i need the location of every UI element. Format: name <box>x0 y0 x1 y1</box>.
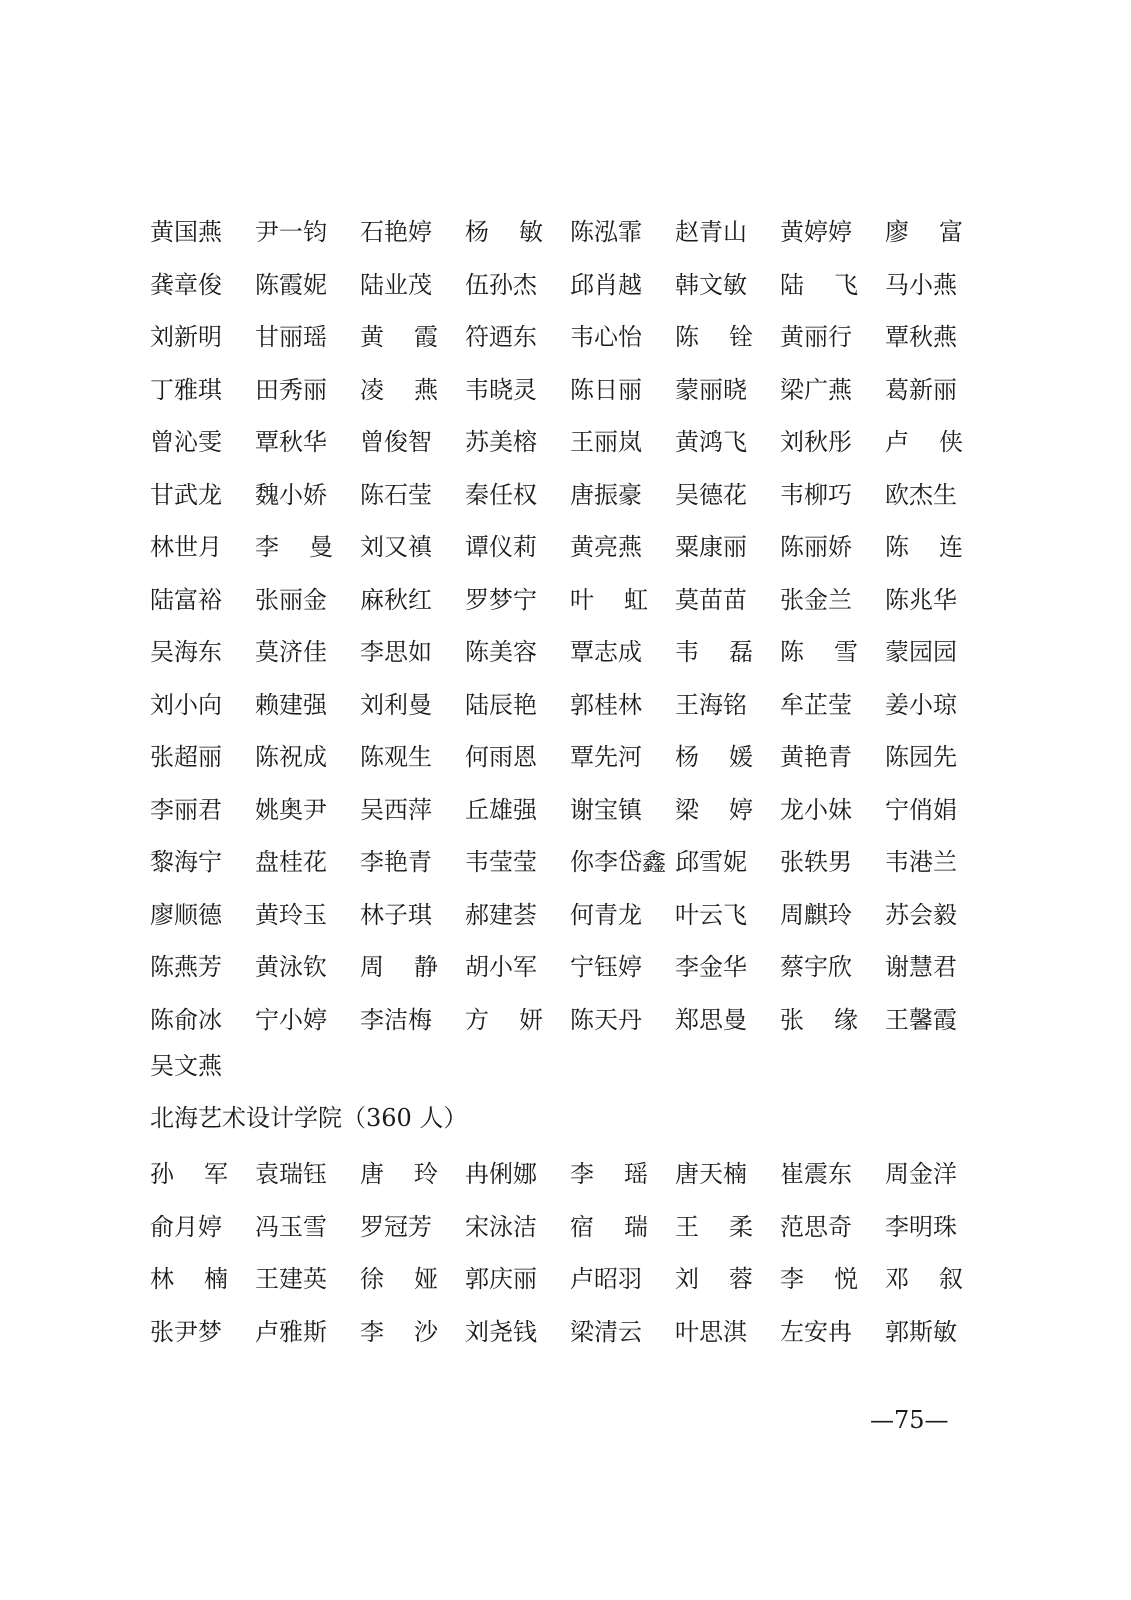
person-name: 卢雅斯 <box>255 1317 327 1346</box>
person-name: 左安冉 <box>780 1317 852 1346</box>
person-name: 郝建荟 <box>465 900 537 929</box>
person-name: 陈日丽 <box>570 375 642 404</box>
person-name: 何雨恩 <box>465 743 537 772</box>
person-name: 唐振豪 <box>570 480 642 509</box>
name-row <box>150 574 990 627</box>
person-name: 覃秋华 <box>255 428 327 457</box>
person-name: 刘尧钱 <box>465 1317 537 1346</box>
person-name: 张超丽 <box>150 743 222 772</box>
person-name: 你李岱鑫 <box>570 848 666 877</box>
person-name: 魏小娇 <box>255 480 327 509</box>
person-name: 刘新明 <box>150 323 222 352</box>
person-name: 周 静 <box>360 953 438 982</box>
person-name: 黄泳钦 <box>255 953 327 982</box>
person-name: 尹一钧 <box>255 218 327 247</box>
person-name: 陆 飞 <box>780 270 858 299</box>
person-name: 陈霞妮 <box>255 270 327 299</box>
person-name: 崔震东 <box>780 1160 852 1189</box>
name-list-block-1 <box>150 206 990 1046</box>
name-row <box>150 206 990 259</box>
person-name: 曾沁雯 <box>150 428 222 457</box>
person-name: 冉俐娜 <box>465 1160 537 1189</box>
person-name: 杨 敏 <box>465 218 543 247</box>
person-name: 郭庆丽 <box>465 1265 537 1294</box>
person-name: 王 柔 <box>675 1212 753 1241</box>
person-name: 林 楠 <box>150 1265 228 1294</box>
person-name: 韦心怡 <box>570 323 642 352</box>
person-name: 廖顺德 <box>150 900 222 929</box>
person-name: 邱雪妮 <box>675 848 747 877</box>
person-name: 徐 娅 <box>360 1265 438 1294</box>
person-name: 陈兆华 <box>885 585 957 614</box>
person-name: 叶云飞 <box>675 900 747 929</box>
person-name: 王馨霞 <box>885 1005 957 1034</box>
name-row <box>150 836 990 889</box>
person-name: 覃志成 <box>570 638 642 667</box>
person-name: 陈俞冰 <box>150 1005 222 1034</box>
person-name: 姚奥尹 <box>255 795 327 824</box>
person-name: 唐 玲 <box>360 1160 438 1189</box>
person-name: 张金兰 <box>780 585 852 614</box>
page-number: —75— <box>870 1406 949 1434</box>
person-name: 陈 连 <box>885 533 963 562</box>
person-name: 蒙园园 <box>885 638 957 667</box>
person-name: 李洁梅 <box>360 1005 432 1034</box>
person-name: 谢宝镇 <box>570 795 642 824</box>
person-name: 黎海宁 <box>150 848 222 877</box>
person-name: 陈石莹 <box>360 480 432 509</box>
person-name: 韦莹莹 <box>465 848 537 877</box>
person-name: 陈美容 <box>465 638 537 667</box>
person-name: 梁 婷 <box>675 795 753 824</box>
person-name: 陈天丹 <box>570 1005 642 1034</box>
person-name: 陈祝成 <box>255 743 327 772</box>
person-name: 周金洋 <box>885 1160 957 1189</box>
person-name: 莫济佳 <box>255 638 327 667</box>
person-name: 梁清云 <box>570 1317 642 1346</box>
person-name: 李艳青 <box>360 848 432 877</box>
person-name: 罗冠芳 <box>360 1212 432 1241</box>
person-name: 陈 铨 <box>675 323 753 352</box>
name-row <box>150 1253 990 1306</box>
person-name: 盘桂花 <box>255 848 327 877</box>
person-name: 陈 雪 <box>780 638 858 667</box>
person-name: 卢昭羽 <box>570 1265 642 1294</box>
name-row <box>150 1148 990 1201</box>
person-name: 宁俏娟 <box>885 795 957 824</box>
person-name: 宋泳洁 <box>465 1212 537 1241</box>
person-name: 黄婷婷 <box>780 218 852 247</box>
person-name: 刘秋彤 <box>780 428 852 457</box>
person-name: 韩文敏 <box>675 270 747 299</box>
person-name: 牟芷莹 <box>780 690 852 719</box>
person-name: 覃先河 <box>570 743 642 772</box>
person-name: 龚章俊 <box>150 270 222 299</box>
person-name: 麻秋红 <box>360 585 432 614</box>
person-name: 粟康丽 <box>675 533 747 562</box>
person-name: 陆富裕 <box>150 585 222 614</box>
name-row <box>150 679 990 732</box>
name-row <box>150 941 990 994</box>
name-row <box>150 731 990 784</box>
person-name: 王丽岚 <box>570 428 642 457</box>
person-name: 丁雅琪 <box>150 375 222 404</box>
person-name: 陈泓霏 <box>570 218 642 247</box>
person-name: 陆业茂 <box>360 270 432 299</box>
person-name: 韦 磊 <box>675 638 753 667</box>
person-name: 张 缘 <box>780 1005 858 1034</box>
person-name: 廖 富 <box>885 218 963 247</box>
name-row <box>150 259 990 312</box>
name-row <box>150 416 990 469</box>
person-name: 吴西萍 <box>360 795 432 824</box>
person-name: 谭仪莉 <box>465 533 537 562</box>
person-name: 覃秋燕 <box>885 323 957 352</box>
person-name: 韦晓灵 <box>465 375 537 404</box>
person-name: 伍孙杰 <box>465 270 537 299</box>
person-name: 邓 叙 <box>885 1265 963 1294</box>
name-row <box>150 1306 990 1359</box>
name-list-block-2 <box>150 1148 990 1358</box>
person-name: 陈观生 <box>360 743 432 772</box>
person-name: 张尹梦 <box>150 1317 222 1346</box>
person-name: 石艳婷 <box>360 218 432 247</box>
person-name: 赵青山 <box>675 218 747 247</box>
person-name: 韦港兰 <box>885 848 957 877</box>
person-name: 黄国燕 <box>150 218 222 247</box>
name-row <box>150 1201 990 1254</box>
person-name: 宁小婷 <box>255 1005 327 1034</box>
person-name: 田秀丽 <box>255 375 327 404</box>
person-name: 林子琪 <box>360 900 432 929</box>
person-name: 苏美榕 <box>465 428 537 457</box>
person-name: 黄亮燕 <box>570 533 642 562</box>
person-name: 李金华 <box>675 953 747 982</box>
name-row <box>150 784 990 837</box>
person-name: 李 瑶 <box>570 1160 648 1189</box>
person-name: 苏会毅 <box>885 900 957 929</box>
person-name: 莫苗苗 <box>675 585 747 614</box>
person-name: 陈燕芳 <box>150 953 222 982</box>
person-name: 冯玉雪 <box>255 1212 327 1241</box>
person-name: 范思奇 <box>780 1212 852 1241</box>
person-name: 张丽金 <box>255 585 327 614</box>
name-row <box>150 311 990 364</box>
person-name: 黄鸿飞 <box>675 428 747 457</box>
person-name: 俞月婷 <box>150 1212 222 1241</box>
person-name: 张轶男 <box>780 848 852 877</box>
person-name: 陈丽娇 <box>780 533 852 562</box>
person-name: 甘丽瑶 <box>255 323 327 352</box>
person-name: 丘雄强 <box>465 795 537 824</box>
person-name: 郭斯敏 <box>885 1317 957 1346</box>
person-name: 郑思曼 <box>675 1005 747 1034</box>
person-name: 方 妍 <box>465 1005 543 1034</box>
person-name: 王海铭 <box>675 690 747 719</box>
person-name: 林世月 <box>150 533 222 562</box>
person-name: 叶 虹 <box>570 585 648 614</box>
person-name: 李 悦 <box>780 1265 858 1294</box>
person-name: 蒙丽晓 <box>675 375 747 404</box>
person-name: 李 曼 <box>255 533 333 562</box>
person-name: 黄 霞 <box>360 323 438 352</box>
person-name: 马小燕 <box>885 270 957 299</box>
college-heading: 北海艺术设计学院（360 人） <box>150 1104 468 1132</box>
name-row <box>150 364 990 417</box>
person-name: 周麒玲 <box>780 900 852 929</box>
person-name: 陈园先 <box>885 743 957 772</box>
person-name: 罗梦宁 <box>465 585 537 614</box>
person-name: 胡小军 <box>465 953 537 982</box>
person-name: 叶思淇 <box>675 1317 747 1346</box>
person-name: 郭桂林 <box>570 690 642 719</box>
person-name: 杨 媛 <box>675 743 753 772</box>
name-row <box>150 521 990 574</box>
name-row <box>150 469 990 522</box>
person-name: 李丽君 <box>150 795 222 824</box>
person-name: 刘又禛 <box>360 533 432 562</box>
person-name: 李思如 <box>360 638 432 667</box>
person-name: 袁瑞钰 <box>255 1160 327 1189</box>
person-name: 姜小琼 <box>885 690 957 719</box>
person-name: 王建英 <box>255 1265 327 1294</box>
person-name: 孙 军 <box>150 1160 228 1189</box>
person-name: 黄丽行 <box>780 323 852 352</box>
person-name: 欧杰生 <box>885 480 957 509</box>
person-name: 刘 蓉 <box>675 1265 753 1294</box>
name-row <box>150 626 990 679</box>
person-name: 甘武龙 <box>150 480 222 509</box>
person-name: 葛新丽 <box>885 375 957 404</box>
person-name: 陆辰艳 <box>465 690 537 719</box>
person-name: 宿 瑞 <box>570 1212 648 1241</box>
person-name: 吴海东 <box>150 638 222 667</box>
person-name: 曾俊智 <box>360 428 432 457</box>
person-name: 李明珠 <box>885 1212 957 1241</box>
person-name: 韦柳巧 <box>780 480 852 509</box>
name-row <box>150 994 990 1047</box>
person-name: 刘小向 <box>150 690 222 719</box>
person-name: 何青龙 <box>570 900 642 929</box>
person-name: 符迺东 <box>465 323 537 352</box>
tail-name: 吴文燕 <box>150 1052 222 1080</box>
person-name: 黄艳青 <box>780 743 852 772</box>
person-name: 唐天楠 <box>675 1160 747 1189</box>
person-name: 蔡宇欣 <box>780 953 852 982</box>
person-name: 吴德花 <box>675 480 747 509</box>
person-name: 谢慧君 <box>885 953 957 982</box>
person-name: 凌 燕 <box>360 375 438 404</box>
person-name: 梁广燕 <box>780 375 852 404</box>
person-name: 卢 侠 <box>885 428 963 457</box>
person-name: 秦任权 <box>465 480 537 509</box>
person-name: 李 沙 <box>360 1317 438 1346</box>
person-name: 龙小妹 <box>780 795 852 824</box>
person-name: 邱肖越 <box>570 270 642 299</box>
name-row <box>150 889 990 942</box>
person-name: 黄玲玉 <box>255 900 327 929</box>
person-name: 宁钰婷 <box>570 953 642 982</box>
person-name: 赖建强 <box>255 690 327 719</box>
person-name: 刘利曼 <box>360 690 432 719</box>
